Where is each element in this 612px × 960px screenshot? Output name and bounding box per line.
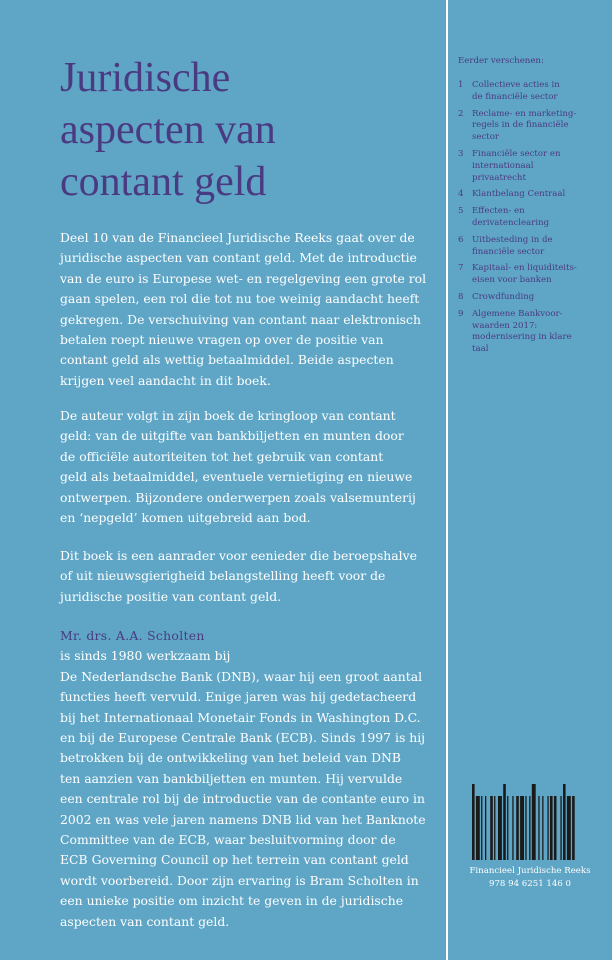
content-line: geld als betaalmiddel, eventuele vernietiging en nieuwe — [60, 469, 413, 485]
barcode-bar — [542, 796, 543, 860]
series-title: Klantbelang Centraal — [472, 189, 566, 200]
content-line: De auteur volgt in zijn boek de kringloop van contant — [60, 408, 396, 423]
barcode-bar — [563, 784, 566, 860]
series-number: 7 — [458, 263, 464, 274]
barcode-bar — [538, 796, 539, 860]
barcode-bar — [481, 796, 482, 860]
intro-line: gekregen. De verschuiving van contant naar elektronisch — [60, 311, 421, 327]
barcode-bar — [520, 796, 524, 860]
author-bio-line: functies heeft vervuld. Enige jaren was hij gedetacheerd — [60, 689, 417, 705]
author-bio-line: en bij de Europese Centrale Bank (ECB). Sinds 1997 is hij — [60, 730, 426, 746]
book-title — [60, 52, 440, 208]
series-title: Effecten- en derivatenclearing — [472, 206, 550, 228]
series-number: 6 — [458, 234, 464, 245]
barcode-bar — [560, 796, 561, 860]
isbn-number: 978 94 6251 146 0 — [488, 879, 571, 889]
author-bio-line: een centrale rol bij de introductie van de contante euro in — [60, 791, 425, 807]
barcode-series-name: Financieel Juridische Reeks — [469, 866, 591, 876]
author-name: Mr. drs. A.A. Scholten — [60, 628, 205, 643]
content-line: en ‘nepgeld’ komen uitgebreid aan bod. — [60, 510, 311, 526]
content-line: geld: van de uitgifte van bankbiljetten en munten door — [60, 428, 404, 444]
content-paragraph — [60, 406, 438, 528]
recommendation-line: Dit boek is een aanrader voor eenieder die beroepshalve — [60, 548, 417, 563]
series-list-item — [458, 263, 608, 287]
intro-line: gaan spelen, een rol die tot nu toe weinig aandacht heeft — [60, 291, 420, 307]
author-bio-line: wordt voorbereid. Door zijn ervaring is Bram Scholten in — [60, 872, 419, 888]
author-bio-line: ten aanzien van bankbiljetten en munten. Hij vervulde — [60, 770, 403, 786]
barcode-bar — [554, 796, 557, 860]
series-title: Kapitaal- en liquiditeits- eisen voor banken — [472, 263, 577, 286]
author-bio-line: bij het Internationaal Monetair Fonds in Washington D.C. — [60, 709, 421, 725]
series-list-item — [458, 292, 608, 304]
barcode-bar — [547, 796, 548, 860]
title-line-2: aspecten van — [60, 107, 276, 153]
barcode-bar — [472, 784, 475, 860]
author-bio-line: Committee van de ECB, waar besluitvorming door de — [60, 832, 396, 848]
barcode-bar — [503, 784, 506, 860]
intro-line: contant geld als wettig betaalmiddel. Beide aspecten — [60, 352, 394, 368]
author-bio — [60, 626, 438, 932]
series-title: Collectieve acties in de financiële sector — [472, 80, 560, 102]
barcode-bar — [507, 796, 508, 860]
series-number: 1 — [458, 80, 464, 90]
intro-line: van de euro is Europese wet- en regelgeving een grote rol — [60, 270, 427, 286]
barcode-bar — [512, 796, 513, 860]
author-bio-line: ECB Governing Council op het terrein van contant geld — [60, 852, 409, 868]
barcode-bar — [476, 796, 480, 860]
author-bio-line: 2002 en was vele jaren namens DNB lid van het Banknote — [60, 811, 426, 827]
content-line: ontwerpen. Bijzondere onderwerpen zoals valsemunterij — [60, 489, 416, 505]
author-bio-line: is sinds 1980 werkzaam bij — [60, 648, 231, 664]
series-list-item — [458, 309, 608, 356]
barcode-bar — [485, 796, 486, 860]
series-number: 9 — [458, 308, 464, 319]
series-number: 2 — [458, 108, 464, 119]
series-list-item — [458, 149, 608, 184]
intro-paragraph — [60, 228, 438, 391]
barcode-bar — [567, 796, 571, 860]
series-number: 4 — [458, 189, 464, 200]
author-bio-line: aspecten van contant geld. — [60, 913, 230, 929]
series-list-item — [458, 235, 608, 259]
barcode-bar — [490, 796, 493, 860]
series-number: 5 — [458, 206, 464, 217]
series-title: Algemene Bankvoor- waarden 2017: modernisering in klare taal — [472, 308, 572, 355]
series-sidebar — [448, 0, 612, 960]
series-list-item — [458, 189, 608, 201]
series-title: Reclame- en marketing- regels in de financiële sector — [472, 108, 577, 143]
barcode-bar — [532, 784, 536, 860]
barcode-bar — [498, 796, 502, 860]
intro-line: krijgen veel aandacht in dit boek. — [60, 372, 271, 388]
recommendation-paragraph — [60, 546, 438, 607]
recommendation-line: of uit nieuwsgierigheid belangstelling heeft voor de — [60, 568, 386, 584]
author-bio-line: een unieke positie om inzicht te geven in de juridische — [60, 893, 404, 909]
content-line: de officiële autoriteiten tot het gebruik van contant — [60, 448, 384, 464]
series-list-item — [458, 206, 608, 230]
title-line-3: contant geld — [60, 159, 267, 205]
series-list-item — [458, 80, 608, 104]
series-list-item — [458, 109, 608, 144]
sidebar-heading: Eerder verschenen: — [458, 56, 544, 66]
intro-line: juridische aspecten van contant geld. Met de introductie — [60, 250, 417, 266]
intro-line: betalen roept nieuwe vragen op over de positie van — [60, 332, 384, 348]
series-title: Crowdfunding — [472, 291, 535, 302]
series-title: Uitbesteding in de financiële sector — [472, 234, 553, 257]
barcode-bar — [525, 796, 526, 860]
barcode-bar — [494, 796, 495, 860]
author-bio-line: De Nederlandsche Bank (DNB), waar hij een groot aantal — [60, 668, 423, 684]
recommendation-line: juridische positie van contant geld. — [60, 588, 282, 604]
series-list — [458, 80, 608, 361]
author-bio-first-line — [60, 626, 438, 667]
barcode-bar — [516, 796, 519, 860]
intro-line: Deel 10 van de Financieel Juridische Reeks gaat over de — [60, 230, 415, 245]
barcode-bar — [550, 796, 553, 860]
barcode-icon — [470, 782, 600, 862]
barcode-bar — [572, 796, 575, 860]
title-line-1: Juridische — [60, 55, 231, 101]
author-bio-line: betrokken bij de ontwikkeling van het beleid van DNB — [60, 750, 402, 766]
series-number: 3 — [458, 148, 464, 159]
barcode — [470, 782, 600, 862]
series-title: Financiële sector en internationaal privaatrecht — [472, 148, 561, 183]
series-number: 8 — [458, 291, 464, 302]
barcode-bar — [529, 796, 530, 860]
